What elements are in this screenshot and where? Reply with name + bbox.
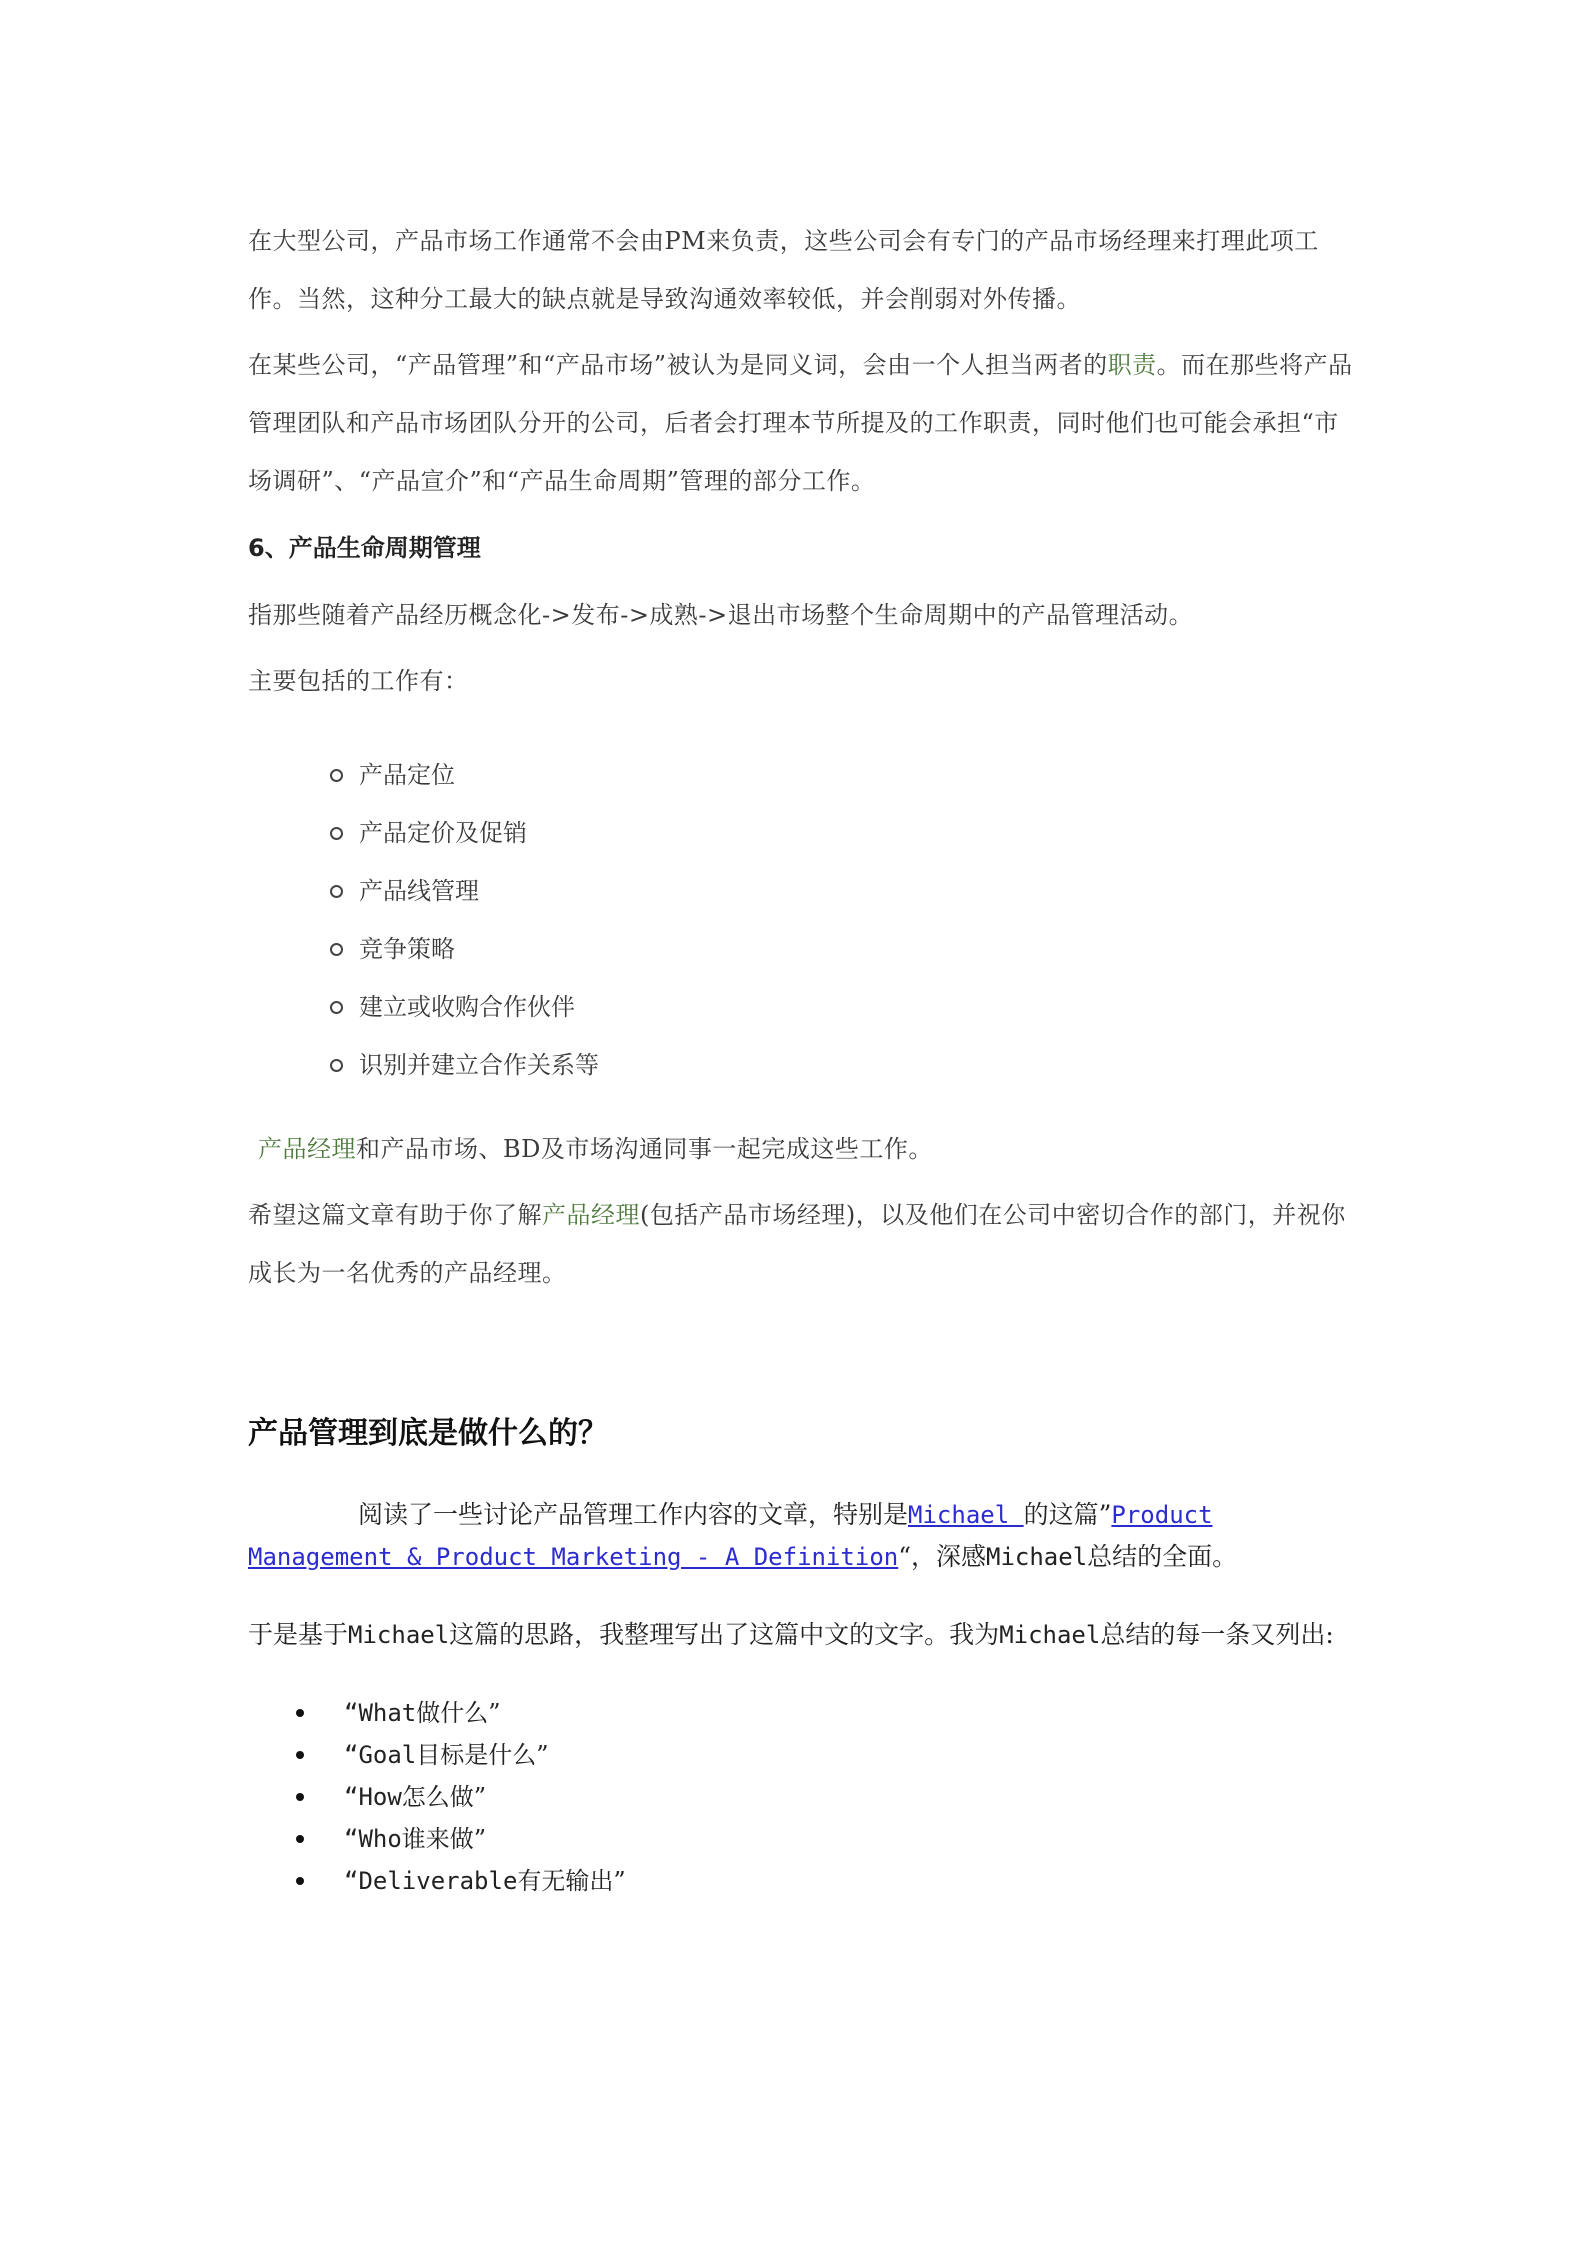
- list-item: [296, 1818, 1358, 1860]
- circle-bullet-icon: [330, 1059, 343, 1072]
- list-item-label: 建立或收购合作伙伴: [359, 993, 575, 1021]
- bullet-zh: 做什么”: [416, 1699, 501, 1727]
- paragraph-reading: [248, 1494, 1358, 1578]
- circle-bullet-icon: [330, 769, 343, 782]
- bullet-icon: [296, 1751, 304, 1759]
- text: 总结的每一条又列出:: [1100, 1620, 1334, 1649]
- paragraph-based-on: [248, 1614, 1358, 1656]
- paragraph-large-companies: 在大型公司，产品市场工作通常不会由PM来负责，这些公司会有专门的产品市场经理来打理此项工作。当然，这种分工最大的缺点就是导致沟通效率较低，并会削弱对外传播。: [248, 227, 1319, 313]
- list-item-label: 识别并建立合作关系等: [359, 1051, 599, 1079]
- list-item: [330, 978, 1358, 1036]
- circle-bullet-icon: [330, 1001, 343, 1014]
- list-item: [330, 746, 1358, 804]
- bullet-zh: 谁来做”: [401, 1825, 487, 1853]
- section-intro: 主要包括的工作有：: [248, 667, 469, 695]
- list-item-label: 产品定价及促销: [359, 819, 527, 847]
- text: 的这篇”: [1023, 1500, 1112, 1529]
- text: 。而在那些将产品管理团队和产品市场团队分开的公司，后者会打理本节所提及的工作职责，同时他们也可能会承担“市场调研”、“产品宣介”和“产品生命周期”管理的部分工作。: [248, 351, 1353, 495]
- bullet-zh: 怎么做”: [401, 1783, 487, 1811]
- text: 希望这篇文章有助于你了解: [248, 1201, 542, 1229]
- bullet-en: “Deliverable: [344, 1867, 518, 1895]
- bullet-en: “Goal: [344, 1741, 417, 1769]
- article-link[interactable]: Product Management & Product Marketing - A Definition: [248, 1501, 1213, 1571]
- text: 在某些公司，“产品管理”和“产品市场”被认为是同义词，会由一个人担当两者的: [248, 351, 1108, 379]
- circle-bullet-icon: [330, 943, 343, 956]
- product-manager-link[interactable]: 产品经理: [542, 1201, 640, 1229]
- list-item: [330, 920, 1358, 978]
- text: Michael: [999, 1621, 1101, 1649]
- circle-bullet-icon: [330, 885, 343, 898]
- list-item: [296, 1860, 1358, 1902]
- list-item: [296, 1734, 1358, 1776]
- list-item: [296, 1776, 1358, 1818]
- bullet-icon: [296, 1709, 304, 1717]
- section-description: 指那些随着产品经历概念化->发布->成熟->退出市场整个生命周期中的产品管理活动。: [248, 601, 1194, 629]
- text: Michael: [348, 1621, 450, 1649]
- bullet-en: “How: [344, 1783, 402, 1811]
- text: Michael: [986, 1543, 1088, 1571]
- summary-bullet-list: [248, 1692, 1358, 1902]
- product-manager-link[interactable]: 产品经理: [258, 1135, 356, 1163]
- list-item-label: 产品定位: [359, 761, 455, 789]
- bullet-en: “What: [344, 1699, 417, 1727]
- text: 和产品市场、BD及市场沟通同事一起完成这些工作。: [356, 1135, 933, 1163]
- text: (包括产品市场经理)，以及他们在公司中密切合作的部门，并祝你成长为一名优秀的产品经理。: [248, 1201, 1346, 1287]
- document-content: [248, 212, 1358, 1902]
- bullet-zh: 目标是什么”: [416, 1741, 549, 1769]
- section-heading: 6、产品生命周期管理: [248, 534, 481, 562]
- list-item: [330, 1036, 1358, 1094]
- paragraph-pm-collaboration: [248, 1120, 1358, 1178]
- list-item: [296, 1692, 1358, 1734]
- article-title: 产品管理到底是做什么的？: [248, 1416, 608, 1451]
- bullet-zh: 有无输出”: [517, 1867, 626, 1895]
- list-item: [330, 804, 1358, 862]
- text: 总结的全面。: [1087, 1542, 1238, 1571]
- paragraph-closing: [248, 1186, 1358, 1302]
- text: 于是基于: [248, 1620, 349, 1649]
- list-item-label: 产品线管理: [359, 877, 479, 905]
- bullet-icon: [296, 1877, 304, 1885]
- work-items-list: [248, 746, 1358, 1094]
- bullet-icon: [296, 1835, 304, 1843]
- list-item-label: 竞争策略: [359, 935, 455, 963]
- responsibility-link[interactable]: 职责: [1107, 351, 1157, 379]
- michael-link[interactable]: Michael: [908, 1501, 1024, 1529]
- text: “，深感: [898, 1542, 986, 1571]
- bullet-en: “Who: [344, 1825, 402, 1853]
- text: 这篇的思路，我整理写出了这篇中文的文字。我为: [449, 1620, 1000, 1649]
- text: 阅读了一些讨论产品管理工作内容的文章，特别是: [358, 1500, 909, 1529]
- list-item: [330, 862, 1358, 920]
- bullet-icon: [296, 1793, 304, 1801]
- circle-bullet-icon: [330, 827, 343, 840]
- paragraph-some-companies: [248, 336, 1358, 510]
